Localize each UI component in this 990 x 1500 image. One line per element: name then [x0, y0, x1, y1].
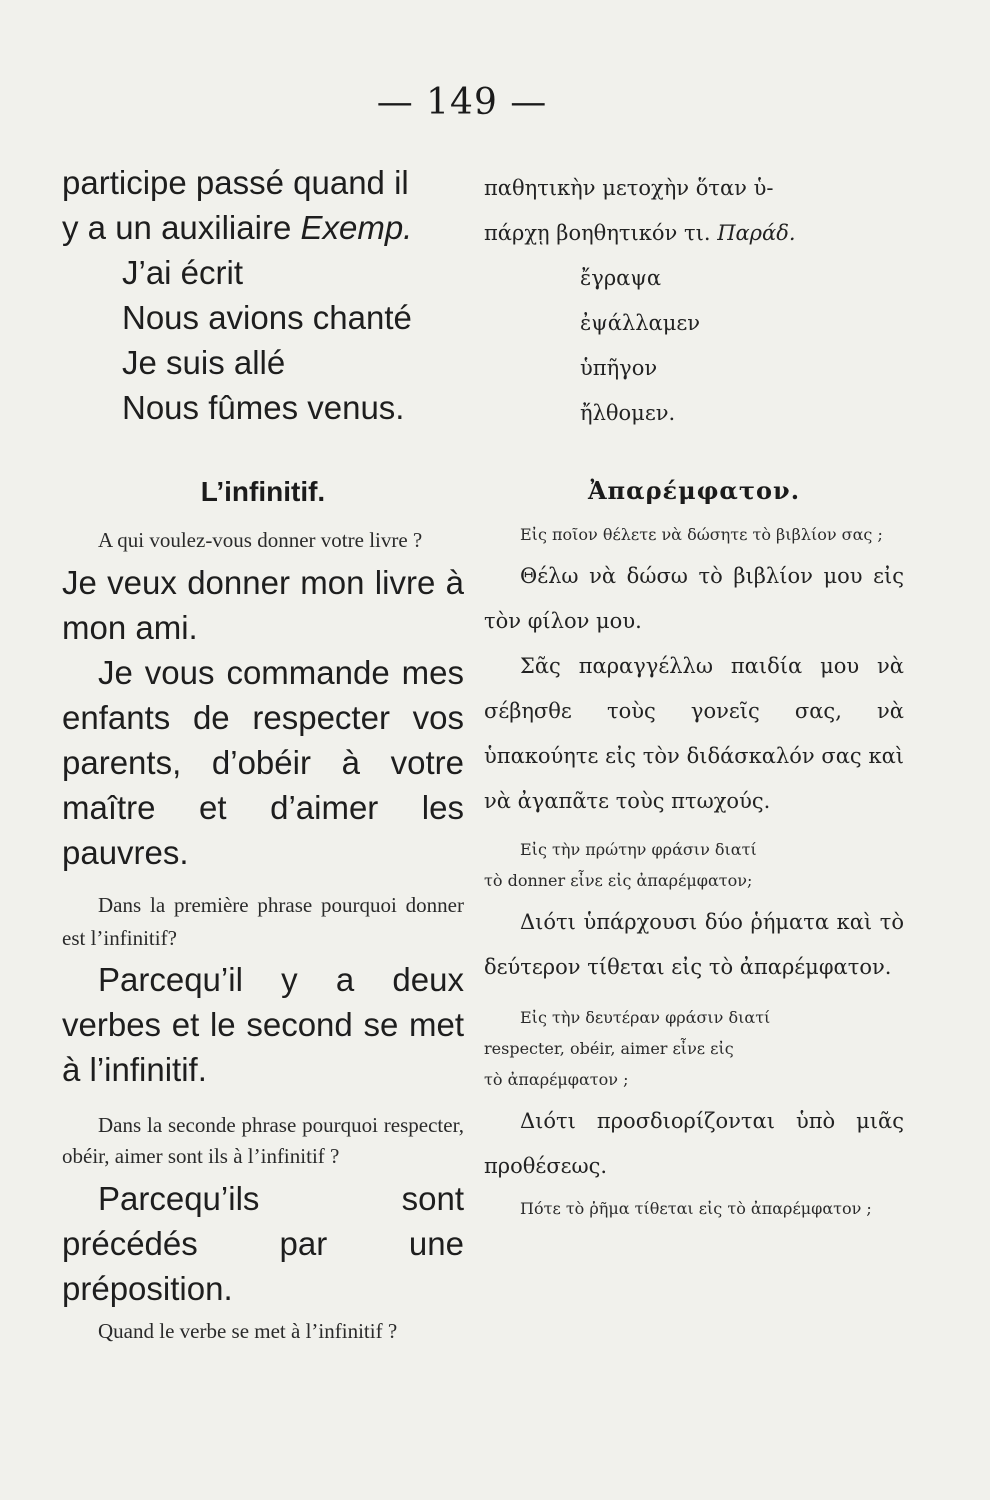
gr-question-1: Εἰς ποῖον θέλετε νὰ δώσητε τὸ βιβλίον σας ;: [520, 525, 883, 544]
fr-question-4: Quand le verbe se met à l’infinitif ?: [98, 1319, 398, 1343]
fr-intro-line-1: participe passé quand il: [62, 164, 409, 201]
gr-question-3b: respecter, obéir, aimer εἶνε εἰς: [484, 1039, 734, 1058]
gr-example: ἤλθομεν.: [580, 401, 676, 425]
gr-example: ὑπῆγον: [580, 356, 658, 380]
gr-answer-1b: Σᾶς παραγγέλλω παιδία μου νὰ σέβησθε τοὺς γονεῖς σας, νὰ ὑπακούητε εἰς τὸν διδάσκαλόν σας καὶ νὰ ἀγαπᾶτε τοὺς πτωχούς.: [484, 654, 904, 813]
fr-intro-example: Exemp.: [300, 209, 413, 246]
fr-answer-2: Parcequ’il y a deux verbes et le second se met à l’infinitif.: [62, 961, 464, 1088]
gr-answer-1: Θέλω νὰ δώσω τὸ βιβλίον μου εἰς τὸν φίλον μου.: [484, 564, 904, 633]
fr-question-3: Dans la seconde phrase pourquoi respecter, obéir, aimer sont ils à l’infinitif ?: [62, 1113, 464, 1168]
fr-example: J’ai écrit: [122, 254, 244, 291]
gr-intro-example: Παράδ.: [717, 221, 796, 245]
gr-answer-2: Διότι ὑπάρχουσι δύο ῥήματα καὶ τὸ δεύτερον τίθεται εἰς τὸ ἀπαρέμφατον.: [484, 910, 904, 979]
page-number: — 149 —: [376, 82, 548, 123]
gr-question-2b: τὸ donner εἶνε εἰς ἀπαρέμφατον;: [484, 871, 753, 890]
fr-intro-line-2: [62, 205, 464, 250]
gr-question-3c: τὸ ἀπαρέμφατον ;: [484, 1070, 629, 1089]
fr-answer-3: Parcequ’ils sont précédés par une préposition.: [62, 1180, 464, 1307]
french-column: [62, 160, 464, 1347]
gr-question-3a: Εἰς τὴν δευτέραν φράσιν διατί: [520, 1008, 771, 1027]
fr-example: Nous avions chanté: [122, 299, 412, 336]
fr-question-2: Dans la première phrase pourquoi donner est l’infinitif?: [62, 893, 464, 950]
gr-example: ἔγραψα: [580, 266, 661, 290]
gr-question-4: Πότε τὸ ῥῆμα τίθεται εἰς τὸ ἀπαρέμφατον ;: [520, 1199, 872, 1218]
gr-intro-line-1: παθητικὴν μετοχὴν ὅταν ὑ-: [484, 176, 774, 200]
fr-answer-1b: Je vous commande mes enfants de respecter vos parents, d’obéir à votre maître et d’aimer les pauvres.: [62, 654, 464, 871]
gr-answer-3: Διότι προσδιορίζονται ὑπὸ μιᾶς προθέσεως.: [484, 1109, 904, 1178]
fr-intro-text: y a un auxiliaire: [62, 209, 292, 246]
fr-question-1: A qui voulez-vous donner votre livre ?: [98, 528, 423, 552]
fr-section-heading: L’infinitif.: [200, 476, 326, 507]
greek-column: [484, 166, 904, 1225]
gr-question-2a: Εἰς τὴν πρώτην φράσιν διατί: [520, 840, 757, 859]
fr-answer-1: Je veux donner mon livre à mon ami.: [62, 564, 464, 646]
fr-example: Nous fûmes venus.: [122, 389, 405, 426]
gr-section-heading: Ἀπαρέμφατον.: [587, 476, 801, 505]
gr-example: ἐψάλλαμεν: [580, 311, 701, 335]
gr-intro-line-2: [484, 211, 904, 256]
fr-example: Je suis allé: [122, 344, 286, 381]
gr-intro-text: πάρχῃ βοηθητικόν τι.: [484, 221, 711, 245]
